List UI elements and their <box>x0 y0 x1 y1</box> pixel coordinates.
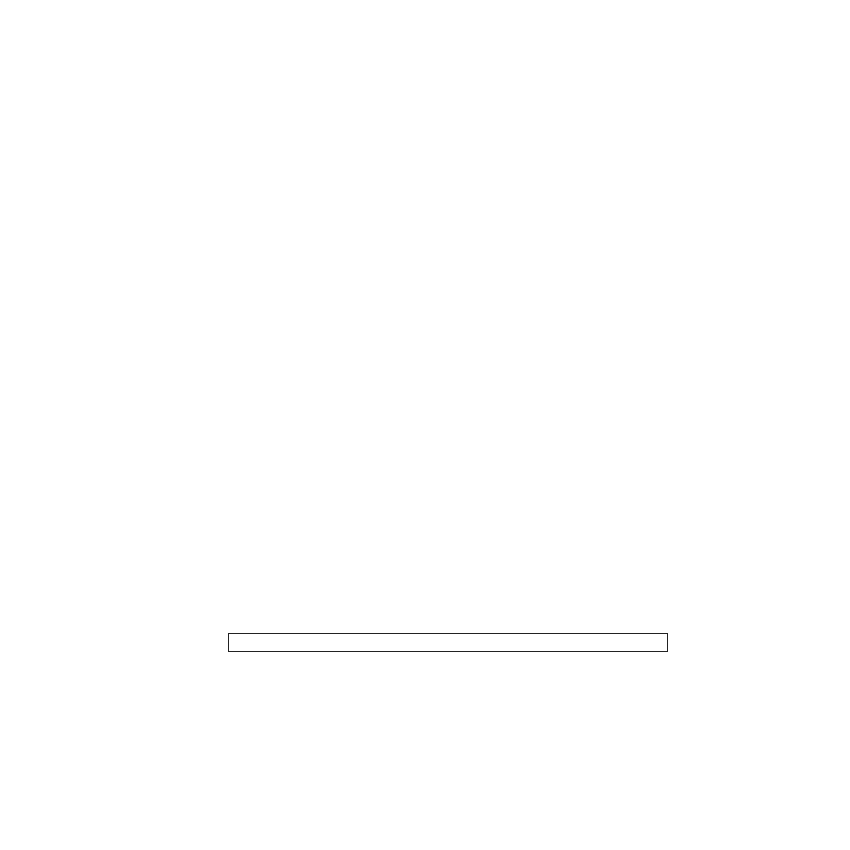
colorbar <box>228 633 668 652</box>
